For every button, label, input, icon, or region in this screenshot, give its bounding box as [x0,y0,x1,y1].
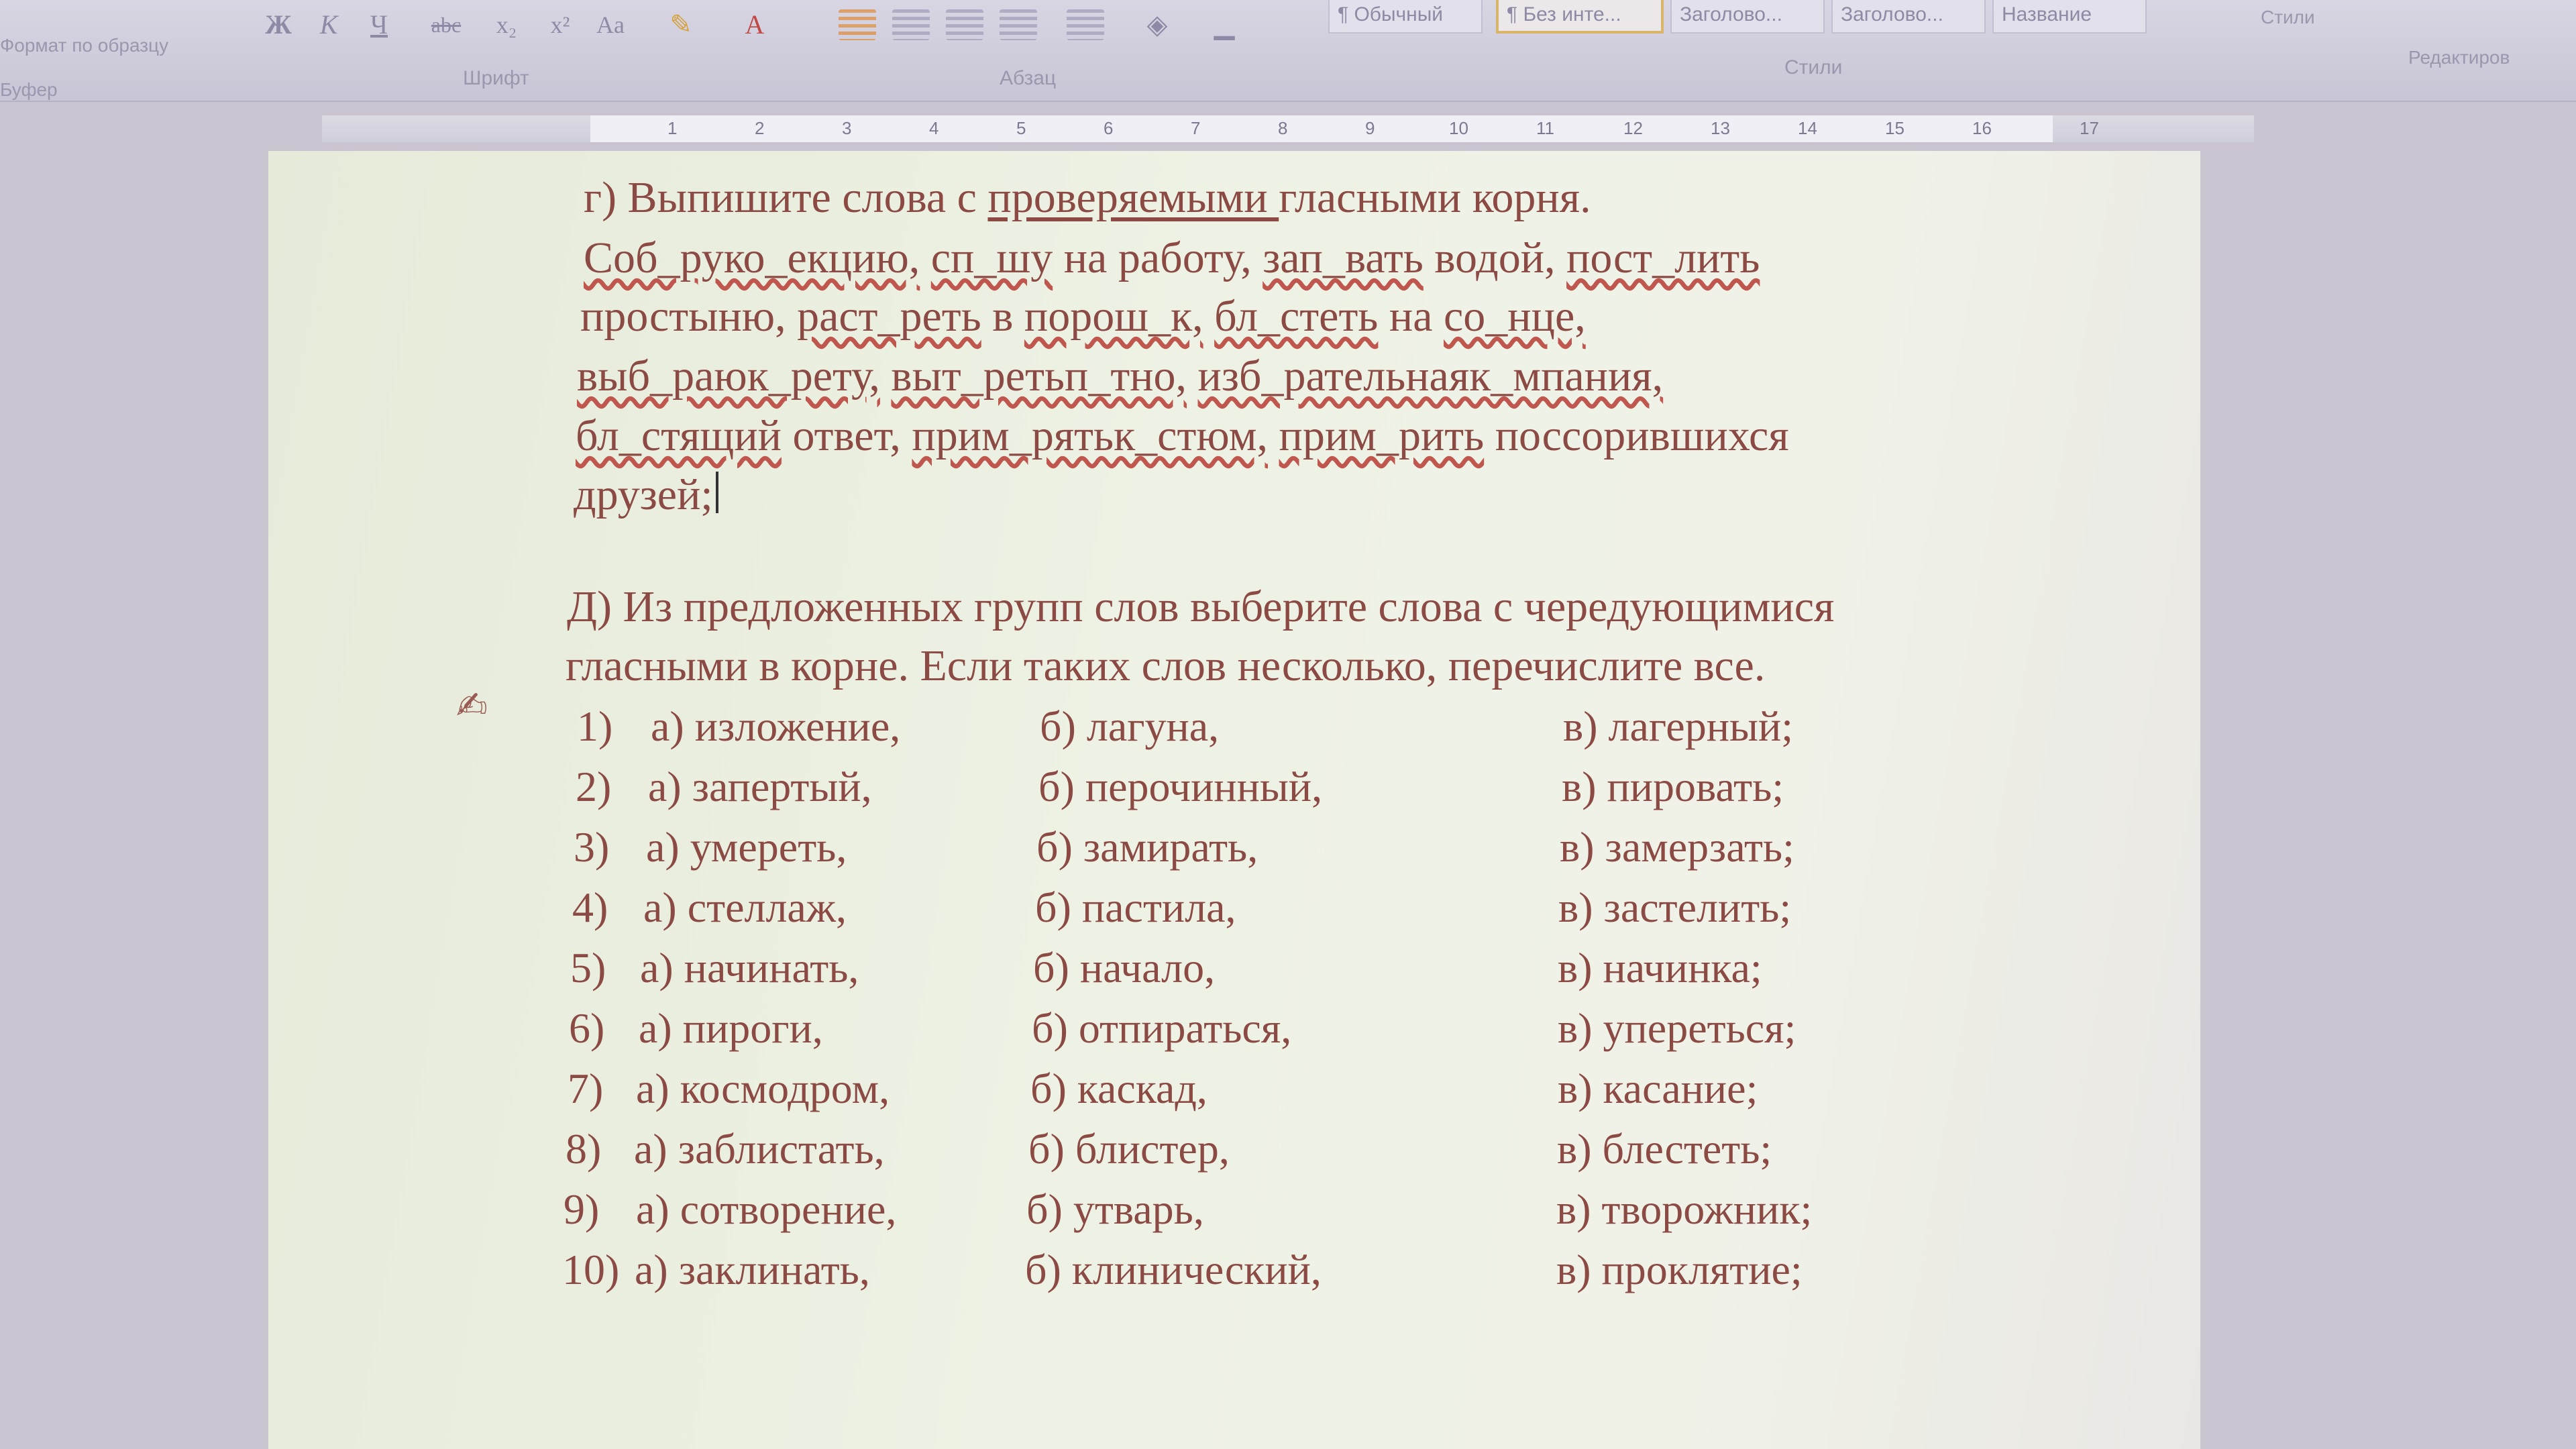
list-item: 8) а) заблистать, б) блистер, в) блестеть; [566,1125,1772,1173]
line-spacing-icon[interactable] [1067,9,1104,40]
list-item: 9) а) сотворение, б) утварь, в) творожник; [564,1185,1813,1233]
shading-icon[interactable]: ◈ [1146,9,1168,40]
styles-group-label: Стили [1784,56,1843,78]
style-no-spacing[interactable]: ¶ Без инте... [1496,0,1664,34]
task-g-line-3: выб_раюк_рету, выт_ретьп_тно, изб_рательнаяк_мпания, [577,352,1664,400]
underline-button[interactable]: Ч [370,9,388,40]
list-item: 2) а) запертый, б) перочинный, в) пировать; [576,763,1784,810]
task-d-line-1: Д) Из предложенных групп слов выберите слова с чередующимися [567,582,1835,631]
style-heading-2[interactable]: Заголово... [1831,0,1986,34]
subscript-button[interactable]: x₂ [496,11,517,38]
bold-button[interactable]: Ж [265,9,292,40]
justify-icon[interactable] [1000,9,1037,40]
list-item: 10) а) заклинать, б) клинический, в) проклятие; [562,1246,1803,1293]
style-title[interactable]: Название [1992,0,2147,34]
document-page[interactable] [268,151,2200,1449]
ruler-number: 2 [755,118,765,138]
ruler-number: 10 [1449,118,1468,138]
ruler-number: 1 [667,118,678,138]
horizontal-ruler[interactable] [322,115,2254,142]
style-heading-1[interactable]: Заголово... [1670,0,1825,34]
editing-group-label: Редактиров [2408,47,2510,68]
paragraph-group-label: Абзац [1000,67,1057,89]
font-color-icon[interactable]: A [745,9,765,40]
list-item: 5) а) начинать, б) начало, в) начинка; [570,944,1762,991]
task-g-line-4: бл_стящий ответ, прим_рятьк_стюм, прим_рить поссорившихся [576,411,1789,460]
list-item: 3) а) умереть, б) замирать, в) замерзать; [574,823,1794,871]
ruler-number: 3 [842,118,852,138]
task-g-title: г) Выпишите слова с проверяемыми гласными корня. [584,173,1591,222]
ruler-number: 6 [1104,118,1114,138]
task-g-line-5: друзей; [574,468,718,522]
ruler-number: 14 [1798,118,1817,138]
align-left-icon[interactable] [839,9,876,40]
ruler-number: 12 [1623,118,1643,138]
strikethrough-button[interactable]: abc [431,13,462,37]
ruler-number: 8 [1278,118,1288,138]
clipboard-group-label: Буфер [0,79,58,100]
paste-options-icon[interactable]: ✍ [456,684,488,728]
italic-button[interactable]: К [319,9,338,40]
ruler-number: 9 [1365,118,1375,138]
text-cursor [716,472,718,513]
ruler-number: 15 [1885,118,1904,138]
highlight-color-icon[interactable]: ✎ [669,9,692,40]
align-right-icon[interactable] [946,9,983,40]
ruler-text-area [590,115,2053,142]
list-item: 7) а) космодром, б) каскад, в) касание; [568,1065,1758,1112]
ruler-number: 17 [2080,118,2099,138]
task-g-line-1: Соб_руко_екцию, сп_шу на работу, зап_вать водой, пост_лить [584,233,1760,282]
borders-icon[interactable]: ▁ [1214,9,1235,40]
change-case-button[interactable]: Aa [596,11,625,38]
format-painter-button[interactable]: Формат по образцу [0,35,169,56]
ruler-number: 13 [1711,118,1730,138]
underlined-word: проверяемыми [987,173,1279,222]
ruler-number: 11 [1536,118,1554,138]
list-item: 4) а) стеллаж, б) пастила, в) застелить; [572,883,1792,931]
task-g-line-2: простыню, раст_реть в порош_к, бл_стеть на со_нце, [580,292,1586,341]
style-normal[interactable]: ¶ Обычный [1328,0,1483,34]
ruler-number: 16 [1972,118,1992,138]
align-center-icon[interactable] [892,9,930,40]
list-item: 1) а) изложение, б) лагуна, в) лагерный; [577,702,1793,750]
ribbon-toolbar [0,0,2576,102]
ruler-number: 4 [929,118,939,138]
ruler-number: 7 [1191,118,1201,138]
ruler-number: 5 [1016,118,1026,138]
change-styles-button[interactable]: Стили [2261,7,2315,28]
task-d-line-2: гласными в корне. Если таких слов несколько, перечислите все. [566,641,1766,690]
superscript-button[interactable]: x² [550,11,570,38]
list-item: 6) а) пироги, б) отпираться, в) упереться; [569,1004,1796,1052]
font-group-label: Шрифт [463,67,529,89]
